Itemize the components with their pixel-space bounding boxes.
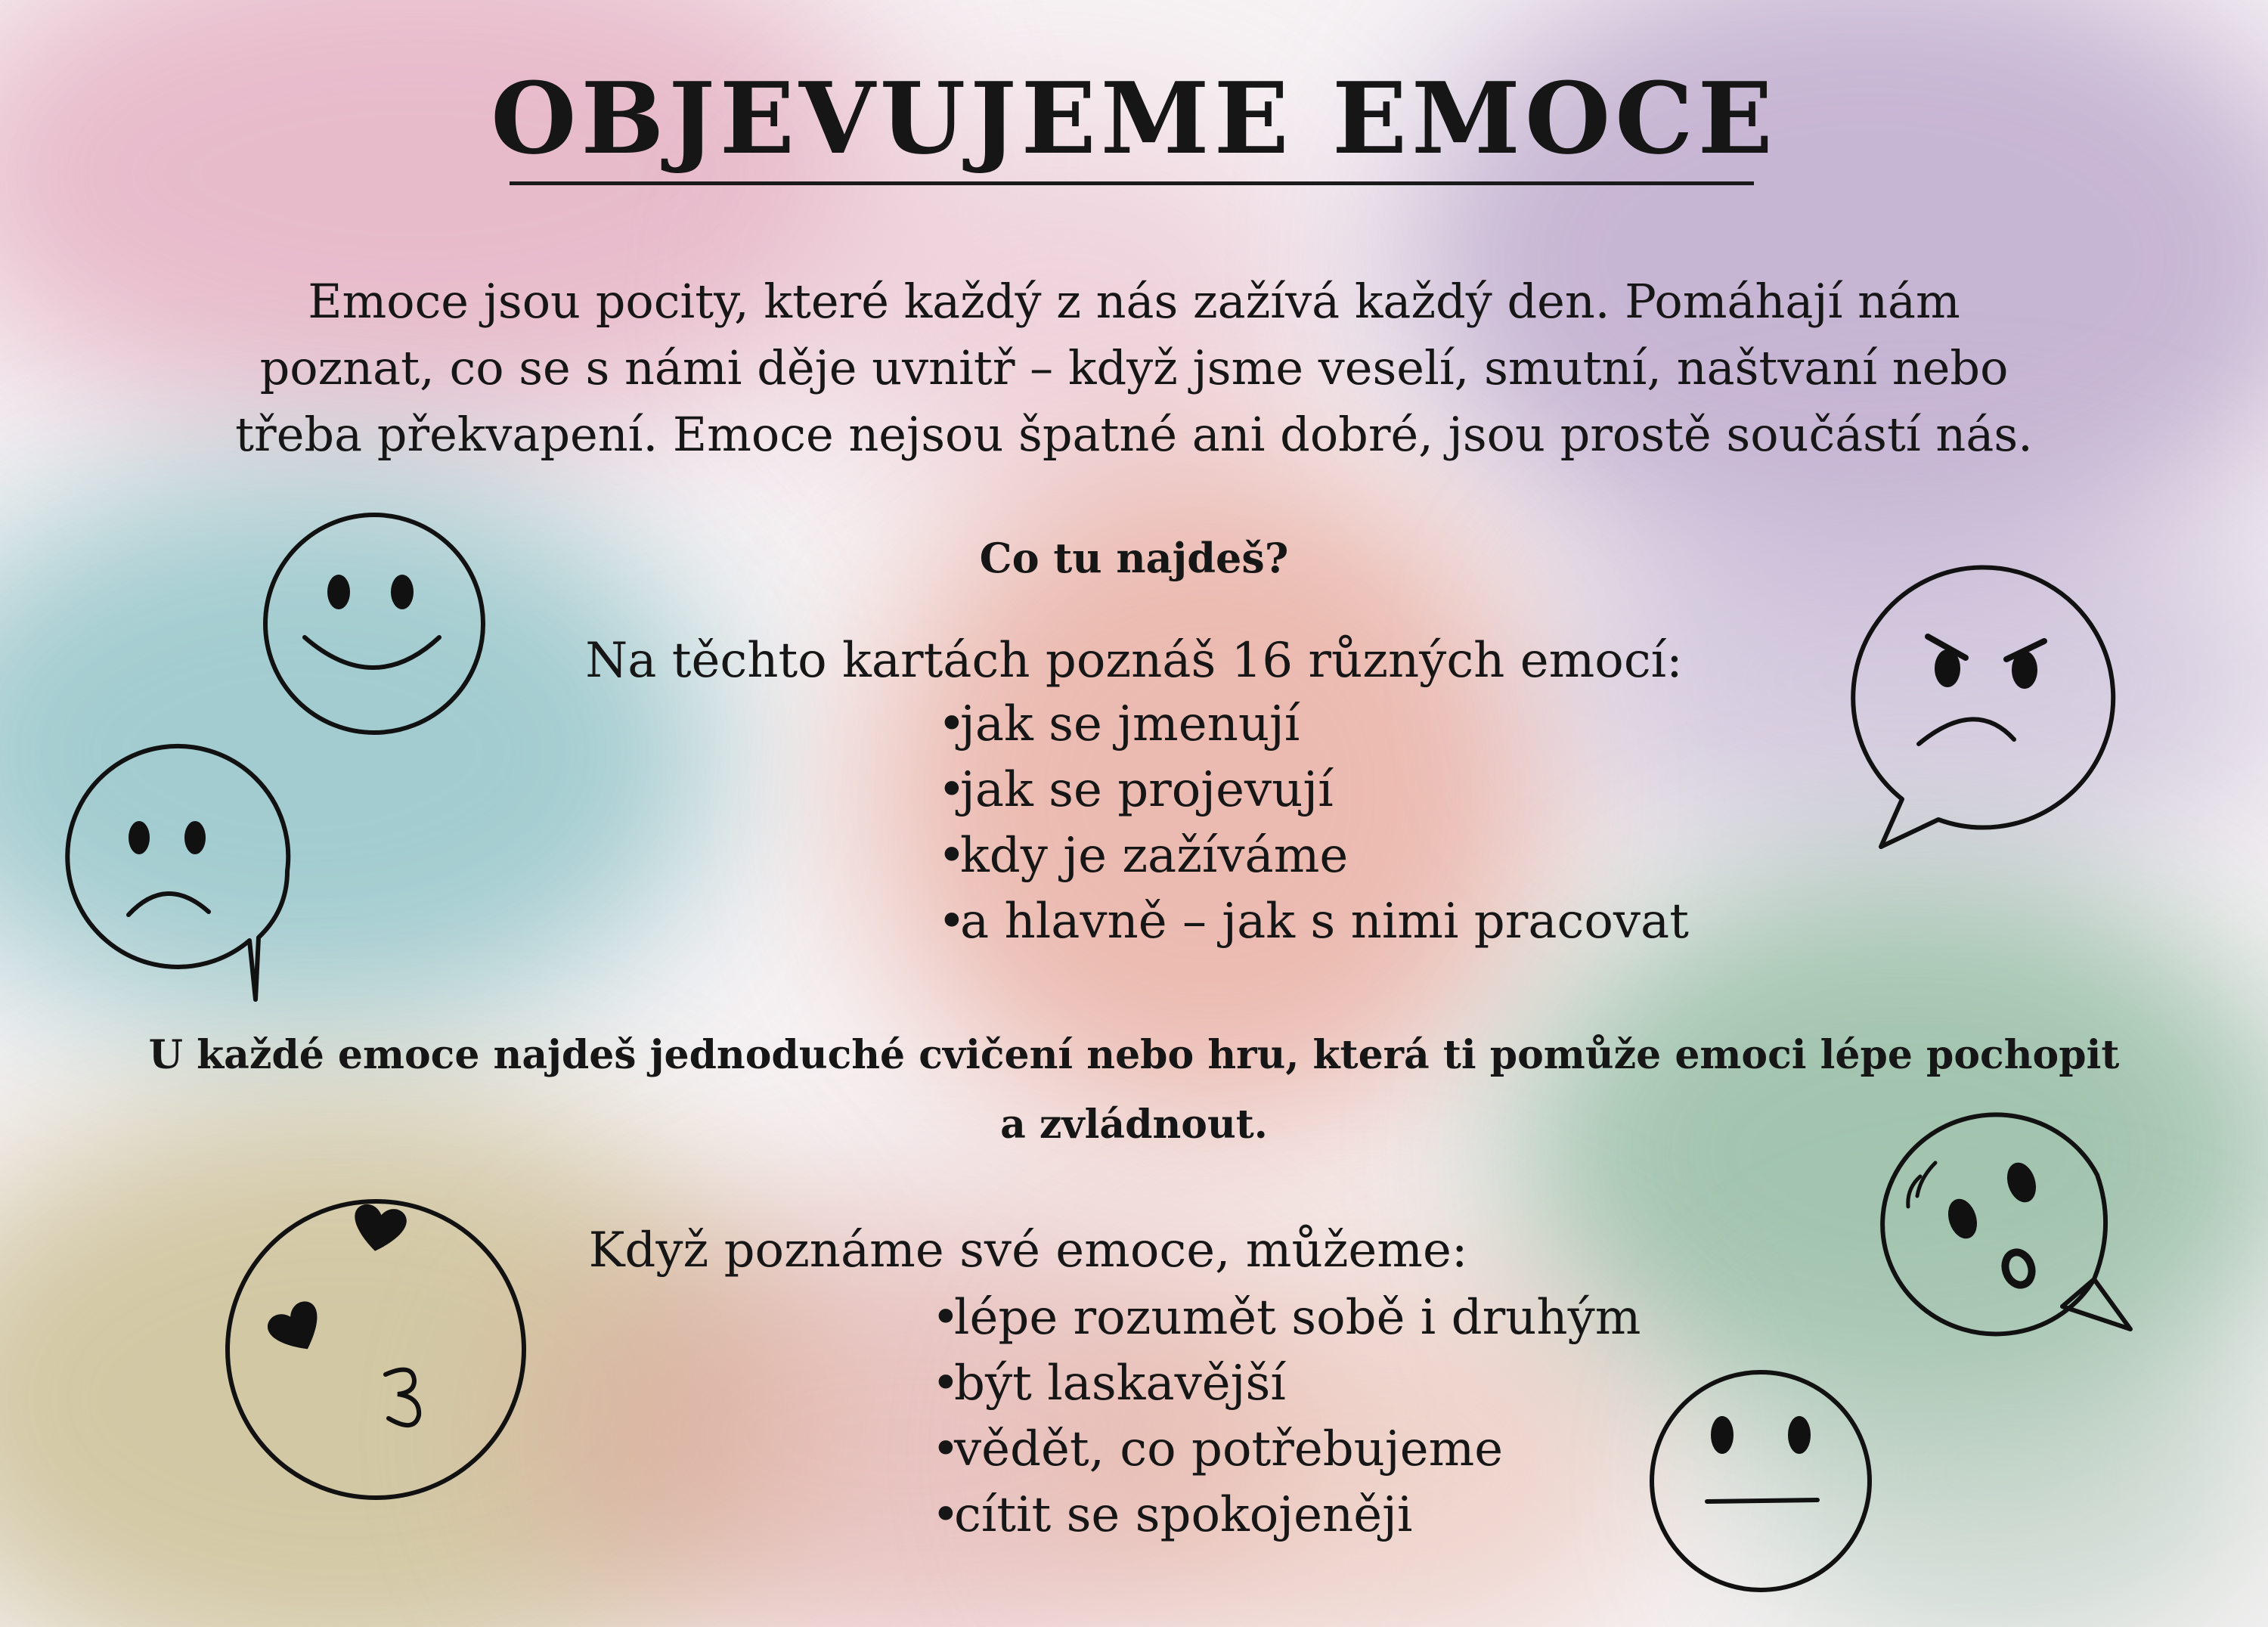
list-item: • lépe rozumět sobě i druhým	[931, 1285, 1641, 1351]
list-item: • jak se jmenují	[937, 692, 1689, 758]
intro-line: poznat, co se s námi děje uvnitř – když jsme veselí, smutní, naštvaní nebo	[259, 340, 2009, 395]
cards-lead-text: Na těchto kartách poznáš 16 různých emocí:	[585, 633, 1683, 689]
highlight-line: U každé emoce najdeš jednoduché cvičení nebo hru, která ti pomůže emoci lépe pochopit	[148, 1032, 2120, 1078]
intro-paragraph	[113, 268, 2155, 468]
benefits-list	[931, 1285, 1641, 1548]
list-item: • cítit se spokojeněji	[931, 1483, 1641, 1548]
list-item: • být laskavější	[931, 1351, 1641, 1417]
list-item: • jak se projevují	[937, 758, 1689, 823]
list-item: • vědět, co potřebujeme	[931, 1417, 1641, 1483]
page-title: OBJEVUJEME EMOCE	[491, 60, 1777, 176]
intro-line: třeba překvapení. Emoce nejsou špatné ani dobré, jsou prostě součástí nás.	[235, 407, 2033, 462]
benefits-lead-text: Když poznáme své emoce, můžeme:	[588, 1223, 1468, 1278]
list-item: • kdy je zažíváme	[937, 823, 1689, 889]
section-heading: Co tu najdeš?	[979, 534, 1289, 582]
intro-line: Emoce jsou pocity, které každý z nás zažívá každý den. Pomáhají nám	[308, 274, 1960, 329]
title-underline	[510, 181, 1754, 185]
highlight-line: a zvládnout.	[1000, 1102, 1268, 1148]
exercise-highlight-text	[113, 1021, 2155, 1160]
cards-content-list	[937, 692, 1689, 955]
list-item: • a hlavně – jak s nimi pracovat	[937, 889, 1689, 955]
